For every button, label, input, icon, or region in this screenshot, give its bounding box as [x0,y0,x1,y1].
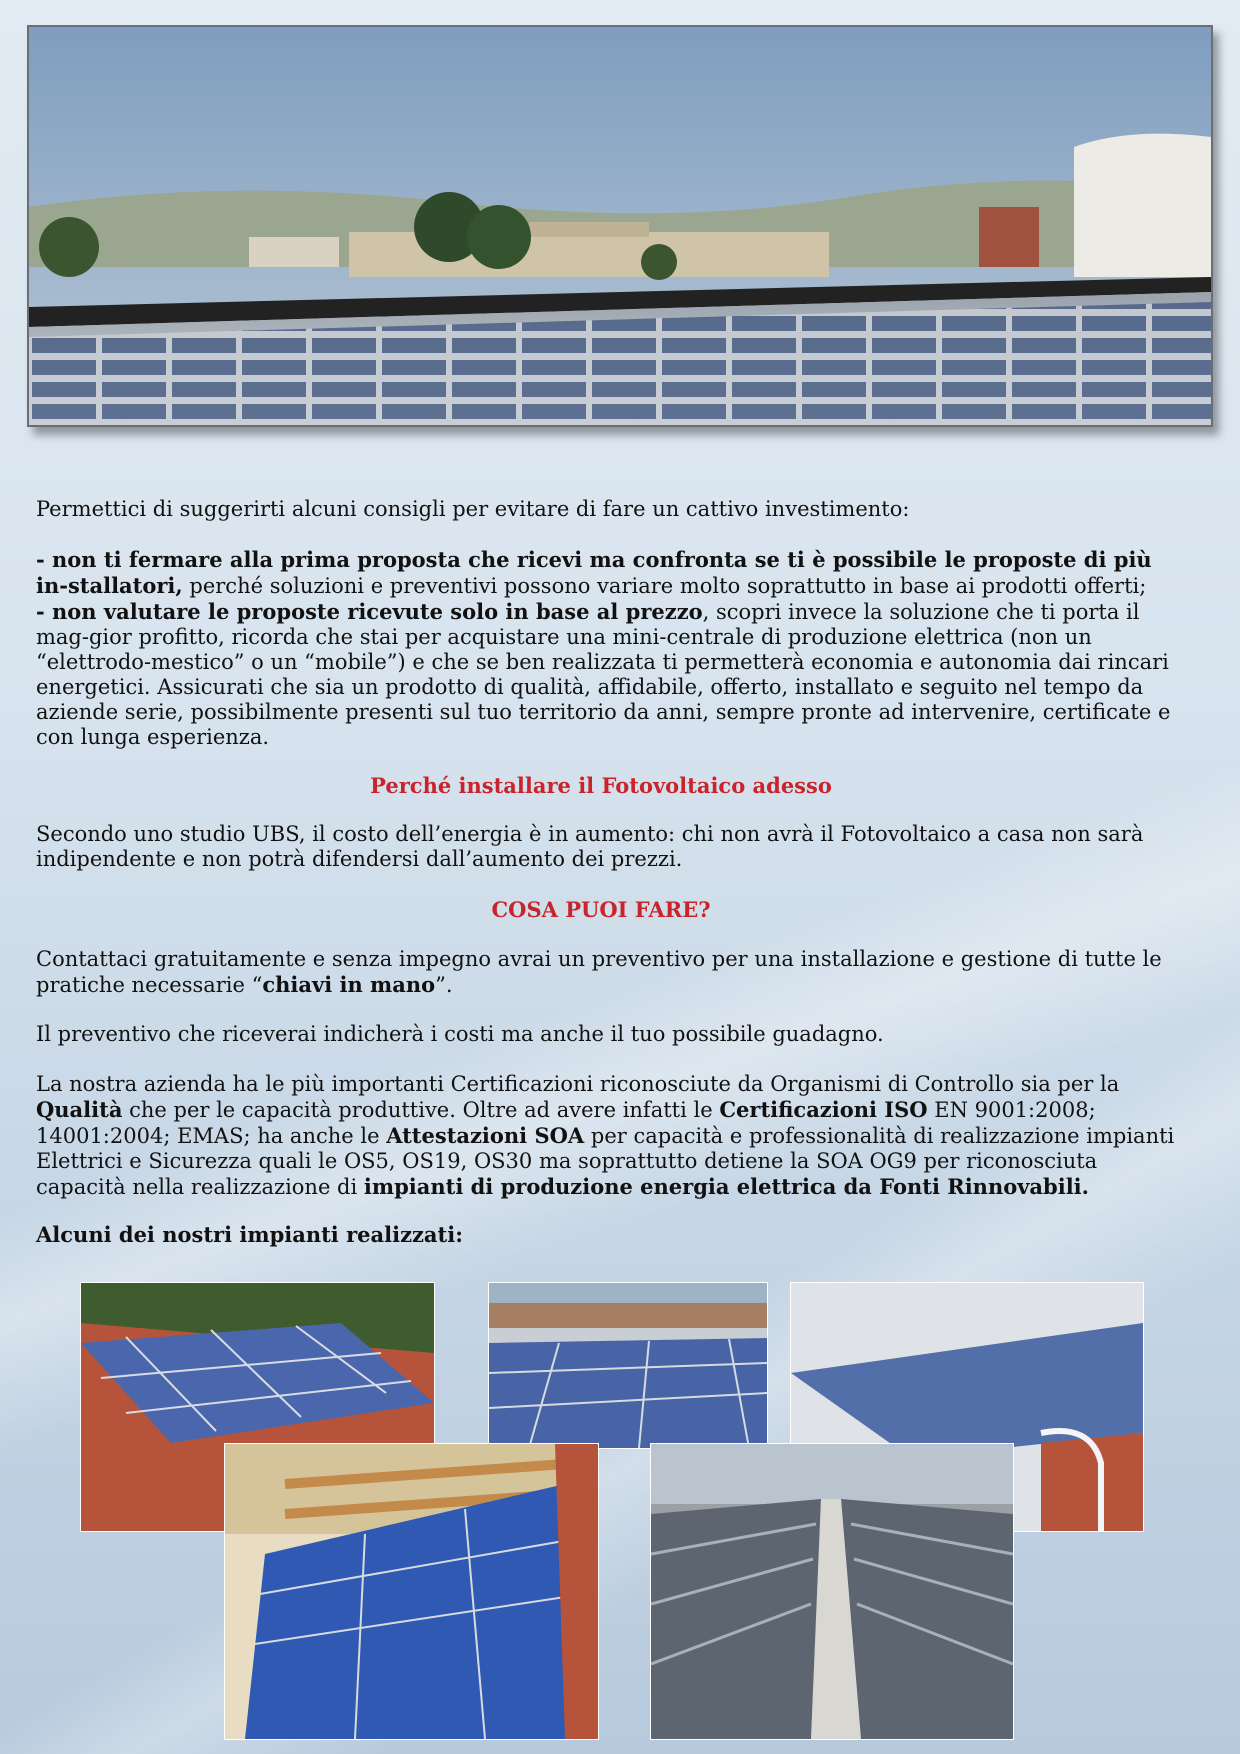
intro-paragraph: Permettici di suggerirti alcuni consigli per evitare di fare un cattivo investimento: [36,497,910,521]
cert-text-a: La nostra azienda ha le più importanti Certificazioni riconosciute da Organismi di Controllo sia per la [36,1072,1120,1096]
cert-soa-bold: Attestazioni SOA [386,1123,585,1148]
cert-iso-bold: Certificazioni ISO [719,1097,928,1122]
gallery-photo-2 [488,1282,768,1449]
certifications-block [36,1072,1186,1200]
contact-text-a: Contattaci gratuitamente e senza impegno avrai un preventivo per una installazione e gestione di tutte le pratiche necessarie “ [36,947,1162,997]
gallery-title-block [36,1222,1186,1248]
quote-block [36,1022,1186,1047]
section1-body [36,822,1186,872]
intro-text [36,497,1186,522]
section-heading-what-can-you-do: COSA PUOI FARE? [491,897,711,922]
tips-block [36,547,1186,750]
contact-text-b: ”. [435,973,453,997]
cert-text-g: per capacità e professionalità di realizzazione impianti Elettrici e Sicurezza quali le OS5, OS19, OS30 ma soprattutto detiene la SOA OG9 per riconosciuta capacità nella realizzazione di [36,1124,1175,1199]
quote-paragraph: Il preventivo che riceverai indicherà i costi ma anche il tuo possibile guadagno. [36,1022,884,1046]
tip1-text: perché soluzioni e preventivi possono variare molto soprattutto in base ai prodotti offerti; [182,574,1147,598]
gallery-title-text: Alcuni dei nostri impianti realizzati: [36,1222,463,1247]
cert-renewables-bold: impianti di produzione energia elettrica da Fonti Rinnovabili. [363,1174,1089,1199]
turnkey-bold: chiavi in mano [262,972,436,997]
section-heading-why-now: Perché installare il Fotovoltaico adesso [370,773,832,798]
hero-photo-solar-rooftop [27,25,1213,427]
tip1-bold: - non ti fermare alla prima proposta che ricevi ma confronta se ti è possibile le proposte di più in-stallatori, [36,547,1152,598]
gallery-photo-5 [650,1443,1014,1740]
tip2-text: , scopri invece la soluzione che ti porta il mag-gior profitto, ricorda che stai per acquistare una mini-centrale di produzione elettrica (non un “elettrodo-mestico” o un “mobile”) e che se ben realizzata ti permetterà economia e autonomia dai rincari energetici. Assicurati che sia un prodotto di qualità, affidabile, offerto, installato e seguito nel tempo da aziende serie, possibilmente presenti sul tuo territorio da anni, sempre pronte ad intervenire, certificate e con lunga esperienza. [36,600,1171,749]
tips-paragraph [36,547,1186,750]
cert-quality-bold: Qualità [36,1097,123,1122]
gallery-title [36,1222,1186,1248]
certifications-paragraph [36,1072,1186,1200]
contact-block [36,947,1186,998]
contact-paragraph [36,947,1186,998]
gallery-photo-4 [224,1443,599,1740]
cert-text-c: che per le capacità produttive. Oltre ad avere infatti le [122,1098,720,1122]
tip2-bold: - non valutare le proposte ricevute solo in base al prezzo [36,599,703,624]
ubs-study-paragraph: Secondo uno studio UBS, il costo dell’energia è in aumento: chi non avrà il Fotovoltaico a casa non sarà indipendente e non potrà difendersi dall’aumento dei prezzi. [36,822,1144,871]
cert-text-e: EN 9001:2008; 14001:2004; EMAS; ha anche le [36,1098,1096,1148]
